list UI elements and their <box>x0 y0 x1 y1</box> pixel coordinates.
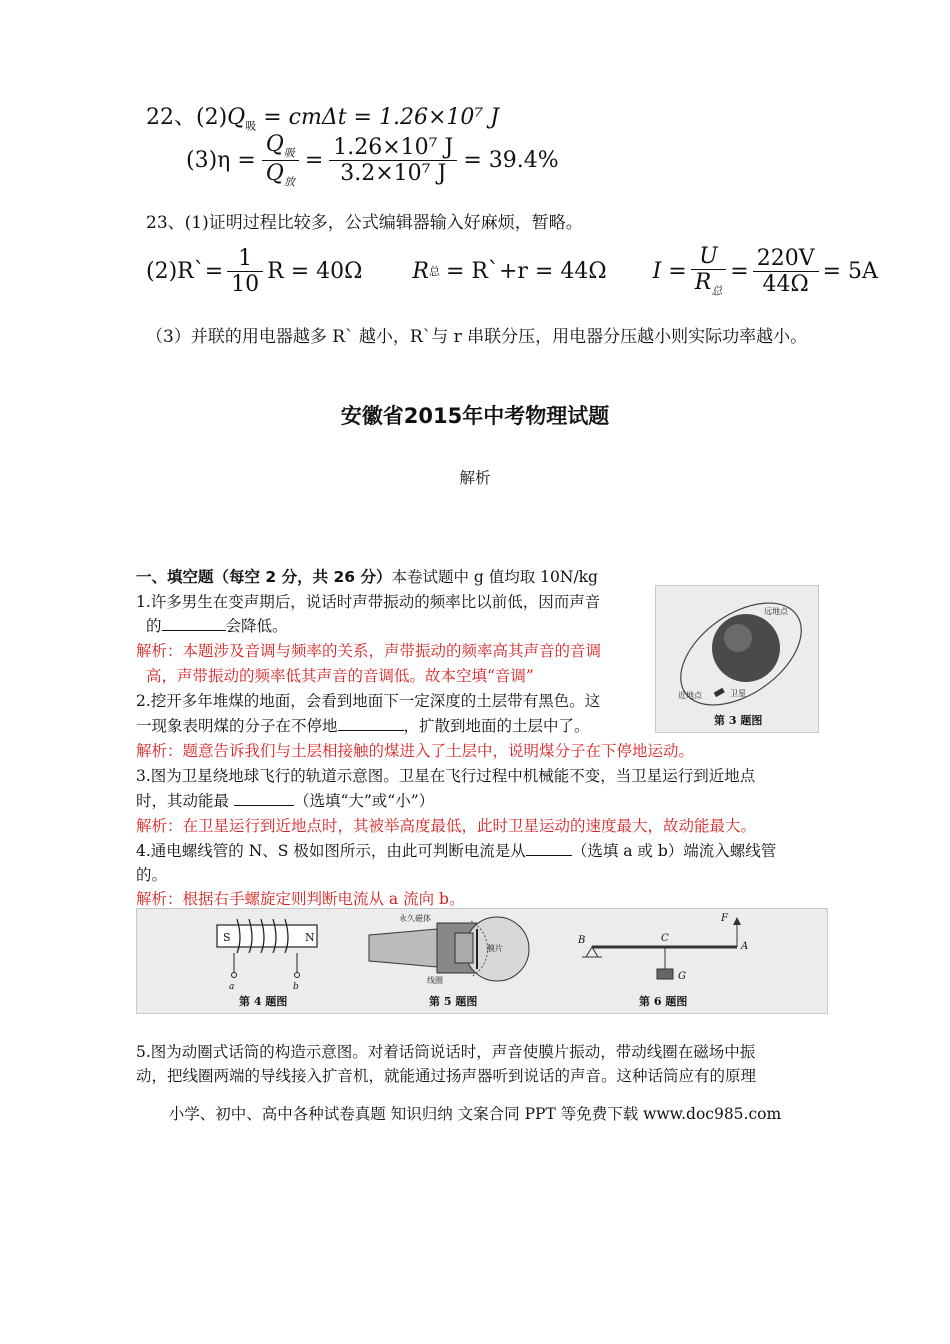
page-footer: 小学、初中、高中各种试卷真题 知识归纳 文案合同 PPT 等免费下载 www.doc985.com <box>168 1105 782 1123</box>
q2-blank[interactable] <box>338 716 404 731</box>
page-title: 安徽省2015年中考物理试题 <box>340 404 610 428</box>
figure-4-solenoid <box>217 919 317 1008</box>
i-prefix: I = <box>652 258 687 284</box>
figure-strip <box>137 909 827 1013</box>
q4-blank[interactable] <box>526 841 572 856</box>
q2-line2-b: ，扩散到地面的土层中了。 <box>403 717 590 735</box>
terminal-a-label: a <box>229 982 235 992</box>
figure-5-microphone <box>369 913 529 1008</box>
sol22-line3: (3)η = $\frac{Q_吸}{Q_放}$ = $\frac{\text{1.26×10⁷ J}}{\text{3.2×10⁷ J}}$ = 39.4% <box>186 132 559 189</box>
one-tenth-fraction <box>227 246 263 297</box>
frac-220: 220V <box>753 246 819 272</box>
frac2-num: 1.26×10⁷ J <box>329 135 457 161</box>
frac-u: U <box>691 244 727 270</box>
near-point-label: 近地点 <box>678 691 702 700</box>
r-prime-prefix: (2)R`= <box>146 258 224 284</box>
q1-line2-b: 会降低。 <box>225 617 288 635</box>
figure-3 <box>655 585 819 733</box>
page-subtitle: 解析 <box>459 469 491 487</box>
pole-s-label: S <box>223 931 231 944</box>
q5-line1: 5.图为动圈式话筒的构造示意图。对着话筒说话时，声音使膜片振动，带动线圈在磁场中振 <box>136 1043 756 1061</box>
satellite-orbit-diagram <box>656 586 818 732</box>
frac-rt: R <box>694 270 712 295</box>
solenoid-core <box>217 925 317 947</box>
sol23-line1: 23、(1)证明过程比较多，公式编辑器输入好麻烦，暂略。 <box>146 213 583 233</box>
sol22-eq: = cmΔt = 1.26×10⁷ J <box>263 105 500 130</box>
figure-3-caption: 第 3 题图 <box>714 714 763 727</box>
sol22-label: 22、 <box>146 105 196 130</box>
q1-blank[interactable] <box>162 616 226 631</box>
q3-line2-a: 时，其动能最 <box>136 792 234 810</box>
eta-fraction-2 <box>329 135 457 186</box>
q2-line2 <box>136 714 590 736</box>
sol22-line2 <box>146 100 499 133</box>
q-den: Q <box>265 161 284 187</box>
earth-shade <box>724 624 752 652</box>
sol22-part2: (2) <box>196 105 228 130</box>
q-num-sub: 吸 <box>283 146 295 160</box>
q2-line1: 2.挖开多年堆煤的地面，会看到地面下一定深度的土层带有黑色。这 <box>136 692 601 710</box>
far-point-label: 远地点 <box>764 607 788 616</box>
weight-block <box>657 969 673 979</box>
sol23-line3: （3）并联的用电器越多 R` 越小，R`与 r 串联分压，用电器分压越小则实际功率越小。 <box>146 327 808 347</box>
q2-line2-a: 一现象表明煤的分子在不停地 <box>136 717 338 735</box>
coil-label: 线圈 <box>427 976 443 985</box>
force-f-label: F <box>721 913 728 924</box>
eta-fraction-1 <box>262 132 299 190</box>
point-b-label: B <box>578 935 586 946</box>
q4-line1 <box>136 839 776 861</box>
q1-line2-a: 的 <box>146 617 162 635</box>
q1-answer-2: 高，声带振动的频率低其声音的音调低。故本空填“音调” <box>146 667 534 685</box>
magnet-label: 永久磁体 <box>399 914 431 923</box>
q5-line2: 动，把线圈两端的导线接入扩音机，就能通过扬声器听到说话的声音。这种话筒应有的原理 <box>136 1067 757 1085</box>
figure-6-caption: 第 6 题图 <box>639 995 688 1008</box>
weight-g-label: G <box>678 971 686 982</box>
q3-line2-b: （选填“大”或“小”） <box>293 792 435 810</box>
terminal-b <box>295 973 300 978</box>
point-c-label: C <box>661 933 669 944</box>
frac-rt-sub: 总 <box>711 284 723 298</box>
sol23-line2: (2)R`= $\frac{1}{10}$ R = 40Ω R 总 = R`+r = 44Ω I = $\frac{U}{R_总}$ = $\frac{220V}{44\Omega}$ = 5A <box>146 244 878 298</box>
q4-answer: 解析：根据右手螺旋定则判断电流从 a 流向 b。 <box>136 890 465 908</box>
satellite-icon <box>714 688 725 697</box>
q3-line2 <box>136 789 434 811</box>
q4-line2: 的。 <box>136 866 168 884</box>
eta-prefix: (3)η = <box>186 148 256 174</box>
q1-line2 <box>146 614 288 636</box>
figures-4-5-6 <box>136 908 828 1014</box>
q-num: Q <box>265 132 284 157</box>
frac-ten: 10 <box>231 271 260 297</box>
section-header-bold: 一、填空题（每空 2 分，共 26 分） <box>136 568 392 586</box>
figure-4-caption: 第 4 题图 <box>239 995 288 1008</box>
terminal-b-label: b <box>293 982 299 992</box>
frac-44: 44Ω <box>762 271 809 297</box>
mic-coil-block <box>455 933 473 963</box>
frac-one: 1 <box>227 246 263 272</box>
figure-6-lever <box>577 913 748 1008</box>
q1-line1: 1.许多男生在变声期后，说话时声带振动的频率比以前低，因而声音 <box>136 593 601 611</box>
satellite-label: 卫星 <box>730 689 746 698</box>
u-over-r-fraction <box>691 244 727 298</box>
absorb-subscript: 吸 <box>245 119 257 133</box>
q-symbol: Q <box>227 105 246 130</box>
figure-5-caption: 第 5 题图 <box>429 995 478 1008</box>
terminal-a <box>232 973 237 978</box>
eta-result: = 39.4% <box>463 148 559 174</box>
i-result: = 5A <box>822 258 878 284</box>
r-total-eq: = R`+r = 44Ω <box>445 258 607 284</box>
membrane-label: 膜片 <box>487 944 503 953</box>
q3-blank[interactable] <box>234 791 294 806</box>
force-arrowhead <box>733 917 741 925</box>
section-header-rest: 本卷试题中 g 值均取 10N/kg <box>391 568 598 586</box>
r-total: R <box>412 258 429 284</box>
q2-answer: 解析：题意告诉我们与土层相接触的煤进入了土层中，说明煤分子在下停地运动。 <box>136 742 695 760</box>
q4-line1-a: 4.通电螺线管的 N、S 极如图所示，由此可判断电流是从 <box>136 842 526 860</box>
frac2-den: 3.2×10⁷ J <box>340 161 447 187</box>
pole-n-label: N <box>305 931 315 944</box>
voltage-fraction <box>753 246 819 297</box>
q4-line1-b: （选填 a 或 b）端流入螺线管 <box>571 842 777 860</box>
r-prime-eq: R = 40Ω <box>267 258 363 284</box>
total-sub: 总 <box>428 265 440 279</box>
point-a-label: A <box>741 941 749 952</box>
mic-handle <box>369 929 437 967</box>
q-den-sub: 放 <box>283 175 295 189</box>
q3-line1: 3.图为卫星绕地球飞行的轨道示意图。卫星在飞行过程中机械能不变，当卫星运行到近地点 <box>136 767 756 785</box>
section-header <box>136 565 598 587</box>
q3-answer: 解析：在卫星运行到近地点时，其被举高度最低，此时卫星运动的速度最大，故动能最大。 <box>136 817 757 835</box>
q1-answer-1: 解析：本题涉及音调与频率的关系，声带振动的频率高其声音的音调 <box>136 642 602 660</box>
